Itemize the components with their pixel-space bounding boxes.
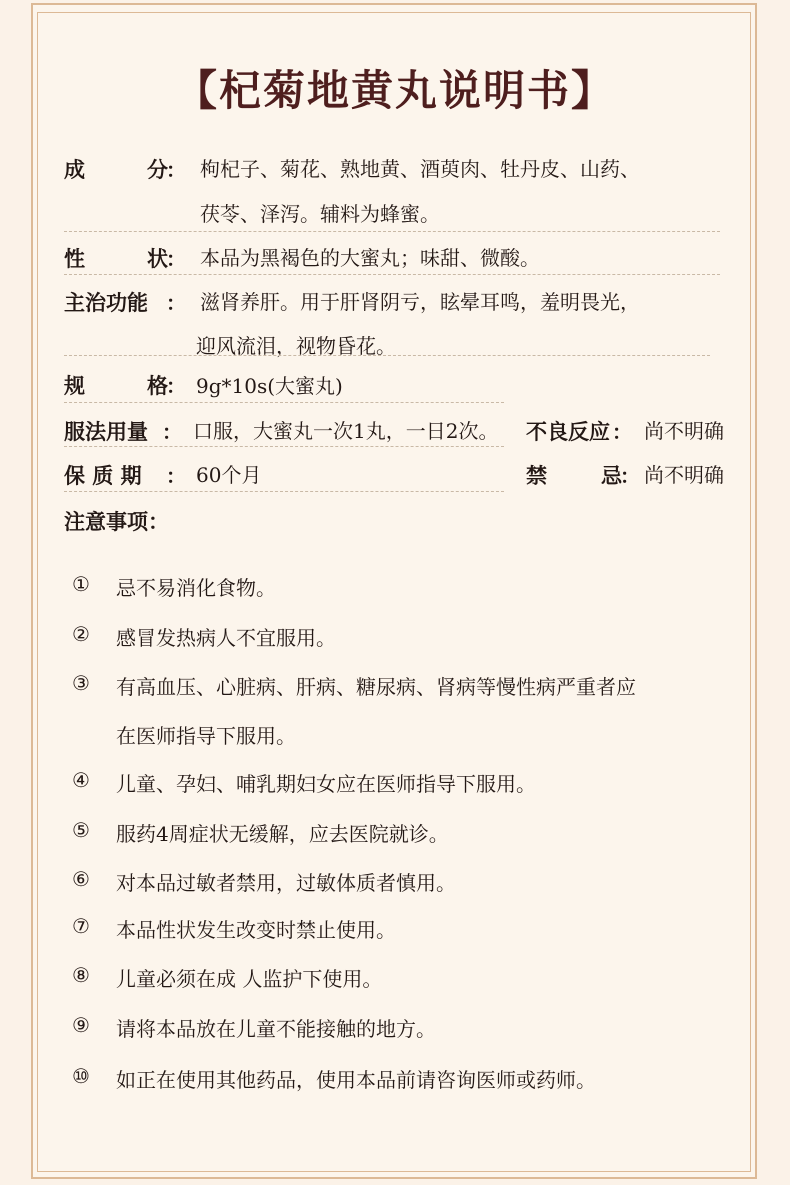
note-text: 感冒发热病人不宜服用。 (116, 626, 336, 650)
dosage-label: 服法用量 (64, 420, 148, 444)
note-number: ⑤ (72, 818, 90, 842)
contraindications-label-b: 忌 (601, 464, 622, 488)
contraindications-text: 尚不明确 (644, 463, 724, 487)
appearance-label-b: 状 (147, 247, 168, 271)
note-number: ⑦ (72, 914, 90, 938)
indications-colon: ： (166, 291, 186, 315)
note-number: ⑧ (72, 963, 90, 987)
appearance-label-a: 性 (64, 247, 85, 271)
note-text: 请将本品放在儿童不能接触的地方。 (116, 1017, 436, 1041)
adverse-text: 尚不明确 (644, 419, 724, 443)
contraindications-label-a: 禁 (526, 464, 547, 488)
note-number: ⑨ (72, 1013, 90, 1037)
spec-label-b: 格 (147, 374, 168, 398)
ingredients-label (64, 154, 168, 184)
ingredients-colon: ： (166, 158, 186, 182)
note-number: ④ (72, 768, 90, 792)
note-text: 儿童、孕妇、哺乳期妇女应在医师指导下服用。 (116, 772, 536, 796)
adverse-colon: ： (612, 420, 632, 444)
note-number: ① (72, 572, 90, 596)
dosage-text: 口服，大蜜丸一次1丸，一日2次。 (193, 419, 499, 443)
contraindications-colon: ： (620, 464, 640, 488)
ingredients-label-a: 成 (64, 158, 85, 182)
note-number: ③ (72, 671, 90, 695)
shelf-life-label: 保 质 期 (64, 464, 142, 488)
note-text-continued: 在医师指导下服用。 (116, 724, 296, 748)
note-number: ② (72, 622, 90, 646)
indications-label: 主治功能 (64, 291, 148, 315)
note-number: ⑥ (72, 867, 90, 891)
appearance-colon: ： (166, 247, 186, 271)
divider (64, 402, 504, 403)
contraindications-label (526, 460, 622, 490)
divider (64, 491, 504, 492)
spec-label (64, 370, 168, 400)
appearance-label (64, 243, 168, 273)
note-text: 有高血压、心脏病、肝病、糖尿病、肾病等慢性病严重者应 (116, 675, 636, 699)
note-number: ⑩ (72, 1064, 90, 1088)
indications-line2: 迎风流泪，视物昏花。 (196, 334, 396, 358)
spec-label-a: 规 (64, 374, 85, 398)
divider (64, 446, 504, 447)
note-text: 对本品过敏者禁用，过敏体质者慎用。 (116, 871, 456, 895)
divider (64, 355, 710, 356)
note-text: 本品性状发生改变时禁止使用。 (116, 918, 396, 942)
note-text: 儿童必须在成 人监护下使用。 (116, 967, 383, 991)
ingredients-line2: 茯苓、泽泻。辅料为蜂蜜。 (200, 202, 440, 226)
appearance-text: 本品为黑褐色的大蜜丸；味甜、微酸。 (200, 246, 540, 270)
note-text: 如正在使用其他药品，使用本品前请咨询医师或药师。 (116, 1068, 596, 1092)
note-text: 忌不易消化食物。 (116, 576, 276, 600)
divider (64, 231, 720, 232)
notes-label: 注意事项： (64, 510, 169, 534)
note-text: 服药4周症状无缓解，应去医院就诊。 (116, 822, 449, 846)
divider (64, 274, 720, 275)
ingredients-line1: 枸杞子、菊花、熟地黄、酒萸肉、牡丹皮、山药、 (200, 157, 640, 181)
adverse-label: 不良反应 (526, 420, 610, 444)
shelf-life-text: 60个月 (196, 463, 262, 487)
page-title: 【杞菊地黄丸说明书】 (174, 66, 615, 115)
spec-colon: ： (166, 374, 186, 398)
dosage-colon: ： (162, 420, 182, 444)
indications-line1: 滋肾养肝。用于肝肾阴亏，眩晕耳鸣，羞明畏光， (200, 290, 640, 314)
ingredients-label-b: 分 (147, 158, 168, 182)
shelf-life-colon: ： (166, 464, 186, 488)
spec-text: 9g*10s(大蜜丸) (196, 374, 343, 398)
